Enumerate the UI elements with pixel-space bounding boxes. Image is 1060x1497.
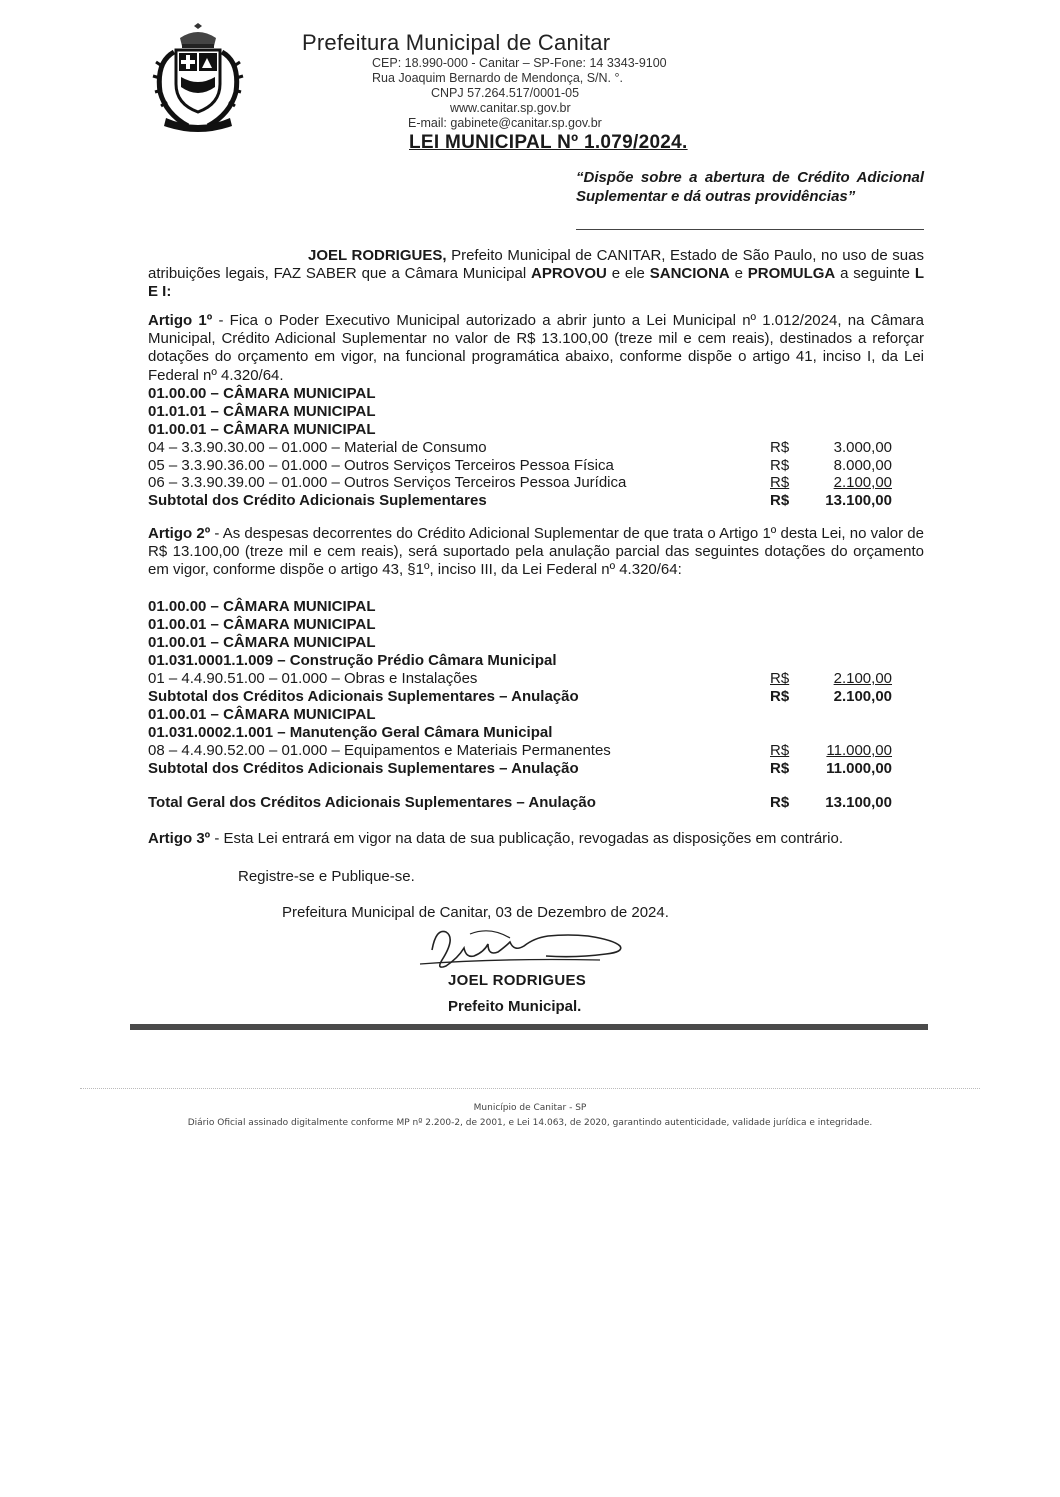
subtotal-currency: R$ bbox=[770, 492, 790, 509]
subtotal-value: 2.100,00 bbox=[833, 688, 892, 705]
art1-paragraph bbox=[148, 312, 924, 385]
preamble-bold: APROVOU bbox=[531, 265, 607, 283]
budget-heading: 01.031.0002.1.001 – Manutenção Geral Câmara Municipal bbox=[148, 724, 553, 741]
subtotal-value: 13.100,00 bbox=[825, 492, 892, 509]
budget-row-currency: R$ bbox=[770, 439, 790, 456]
budget-heading: 01.01.01 – CÂMARA MUNICIPAL bbox=[148, 403, 376, 420]
preamble-bold: L E I: bbox=[148, 265, 924, 301]
subtotal-currency: R$ bbox=[770, 688, 790, 705]
subtotal-desc: Subtotal dos Crédito Adicionais Suplementares bbox=[148, 492, 487, 509]
budget-row-desc: 06 – 3.3.90.39.00 – 01.000 – Outros Serviços Terceiros Pessoa Jurídica bbox=[148, 474, 627, 491]
footer-municipality: Município de Canitar - SP bbox=[473, 1103, 587, 1113]
budget-row-value: 11.000,00 bbox=[826, 742, 892, 759]
total-currency: R$ bbox=[770, 794, 790, 811]
header-website: www.canitar.sp.gov.br bbox=[450, 101, 571, 115]
budget-row-desc: 01 – 4.4.90.51.00 – 01.000 – Obras e Instalações bbox=[148, 670, 478, 687]
budget-heading: 01.031.0001.1.009 – Construção Prédio Câmara Municipal bbox=[148, 652, 557, 669]
header-address-line: CEP: 18.990-000 - Canitar – SP-Fone: 14 3343-9100 bbox=[372, 56, 667, 70]
budget-row bbox=[148, 474, 892, 492]
signature-icon bbox=[410, 920, 670, 980]
preamble-text: e bbox=[729, 265, 748, 283]
budget-heading: 01.00.00 – CÂMARA MUNICIPAL bbox=[148, 598, 376, 615]
header-email: E-mail: gabinete@canitar.sp.gov.br bbox=[408, 116, 602, 130]
footer-bar bbox=[130, 1024, 928, 1030]
budget-row-value: 2.100,00 bbox=[833, 474, 892, 491]
preamble-bold: PROMULGA bbox=[747, 265, 836, 283]
art2-text: - As despesas decorrentes do Crédito Adicional Suplementar de que trata o Artigo 1º desta Lei, no valor de R$ 13.100,00 (treze mil e cem reais), será suportado pela anulação parcial das seguintes dotações do orçamento em vigor, conforme dispõe o artigo 43, §1º, inciso III, da Lei Federal nº 4.320/64: bbox=[148, 525, 924, 579]
municipal-crest-icon bbox=[148, 22, 248, 134]
budget-row bbox=[148, 670, 892, 688]
subtotal-desc: Subtotal dos Créditos Adicionais Suplementares – Anulação bbox=[148, 688, 579, 705]
art3-text: - Esta Lei entrará em vigor na data de sua publicação, revogadas as disposições em contrário. bbox=[210, 830, 844, 847]
preamble-text: e ele bbox=[606, 265, 650, 283]
header-address-line: Rua Joaquim Bernardo de Mendonça, S/N. °. bbox=[372, 71, 623, 85]
budget-row-currency: R$ bbox=[770, 670, 790, 687]
preamble-text: Prefeito Municipal de CANITAR, Estado de São Paulo, no uso de suas atribuições legais, FAZ SABER que a Câmara Municipal bbox=[148, 247, 924, 283]
budget-heading: 01.00.00 – CÂMARA MUNICIPAL bbox=[148, 385, 376, 402]
org-title: Prefeitura Municipal de Canitar bbox=[302, 30, 611, 55]
budget-row-value: 3.000,00 bbox=[833, 439, 892, 456]
law-title: LEI MUNICIPAL Nº 1.079/2024. bbox=[409, 132, 688, 153]
budget-row-desc: 08 – 4.4.90.52.00 – 01.000 – Equipamentos e Materiais Permanentes bbox=[148, 742, 611, 759]
subtotal-currency: R$ bbox=[770, 760, 790, 777]
subtotal-row bbox=[148, 760, 892, 778]
preamble-text: a seguinte bbox=[835, 265, 915, 283]
budget-heading: 01.00.01 – CÂMARA MUNICIPAL bbox=[148, 634, 376, 651]
budget-row-value: 2.100,00 bbox=[833, 670, 892, 687]
subtotal-row bbox=[148, 492, 892, 510]
budget-row bbox=[148, 742, 892, 760]
budget-heading: 01.00.01 – CÂMARA MUNICIPAL bbox=[148, 616, 376, 633]
budget-row-currency: R$ bbox=[770, 742, 790, 759]
date-line: Prefeitura Municipal de Canitar, 03 de Dezembro de 2024. bbox=[282, 904, 669, 921]
art1-text: - Fica o Poder Executivo Municipal autorizado a abrir junto a Lei Municipal nº 1.012/2024, na Câmara Municipal, Crédito Adicional Suplementar no valor de R$ 13.100,00 (treze mil e cem reais), destinados a reforçar dotações do orçamento em vigor, na funcional programática abaixo, conforme dispõe o artigo 41, inciso I, da Lei Federal nº 4.320/64. bbox=[148, 312, 924, 384]
art1-label: Artigo 1º bbox=[148, 312, 213, 329]
ementa-rule bbox=[576, 229, 924, 230]
art3-paragraph bbox=[148, 830, 924, 848]
footer-certification: Diário Oficial assinado digitalmente conforme MP nº 2.200-2, de 2001, e Lei 14.063, de 2020, garantindo autenticidade, validade jurídica e integridade. bbox=[187, 1118, 873, 1128]
budget-row-currency: R$ bbox=[770, 457, 790, 474]
art2-label: Artigo 2º bbox=[148, 525, 211, 542]
registre-line: Registre-se e Publique-se. bbox=[238, 868, 415, 885]
total-value: 13.100,00 bbox=[825, 794, 892, 811]
total-row bbox=[148, 794, 892, 812]
preamble bbox=[148, 247, 924, 302]
budget-row-desc: 04 – 3.3.90.30.00 – 01.000 – Material de Consumo bbox=[148, 439, 487, 456]
signer-role: Prefeito Municipal. bbox=[448, 998, 582, 1015]
budget-row-value: 8.000,00 bbox=[833, 457, 892, 474]
signer-name: JOEL RODRIGUES bbox=[448, 972, 587, 989]
budget-heading: 01.00.01 – CÂMARA MUNICIPAL bbox=[148, 421, 376, 438]
art2-paragraph bbox=[148, 525, 924, 580]
budget-row-currency: R$ bbox=[770, 474, 790, 491]
budget-row bbox=[148, 439, 892, 457]
subtotal-row bbox=[148, 688, 892, 706]
budget-row bbox=[148, 457, 892, 475]
art3-label: Artigo 3º bbox=[148, 830, 211, 847]
header-cnpj: CNPJ 57.264.517/0001-05 bbox=[431, 86, 580, 100]
ementa: “Dispõe sobre a abertura de Crédito Adicional Suplementar e dá outras providências” bbox=[576, 169, 924, 205]
budget-heading: 01.00.01 – CÂMARA MUNICIPAL bbox=[148, 706, 376, 723]
subtotal-desc: Subtotal dos Créditos Adicionais Suplementares – Anulação bbox=[148, 760, 579, 777]
total-desc: Total Geral dos Créditos Adicionais Suplementares – Anulação bbox=[148, 794, 596, 811]
preamble-name: JOEL RODRIGUES, bbox=[308, 247, 447, 264]
subtotal-value: 11.000,00 bbox=[826, 760, 892, 777]
preamble-bold: SANCIONA bbox=[649, 265, 730, 283]
footer-divider bbox=[80, 1088, 980, 1089]
budget-row-desc: 05 – 3.3.90.36.00 – 01.000 – Outros Serviços Terceiros Pessoa Física bbox=[148, 457, 614, 474]
